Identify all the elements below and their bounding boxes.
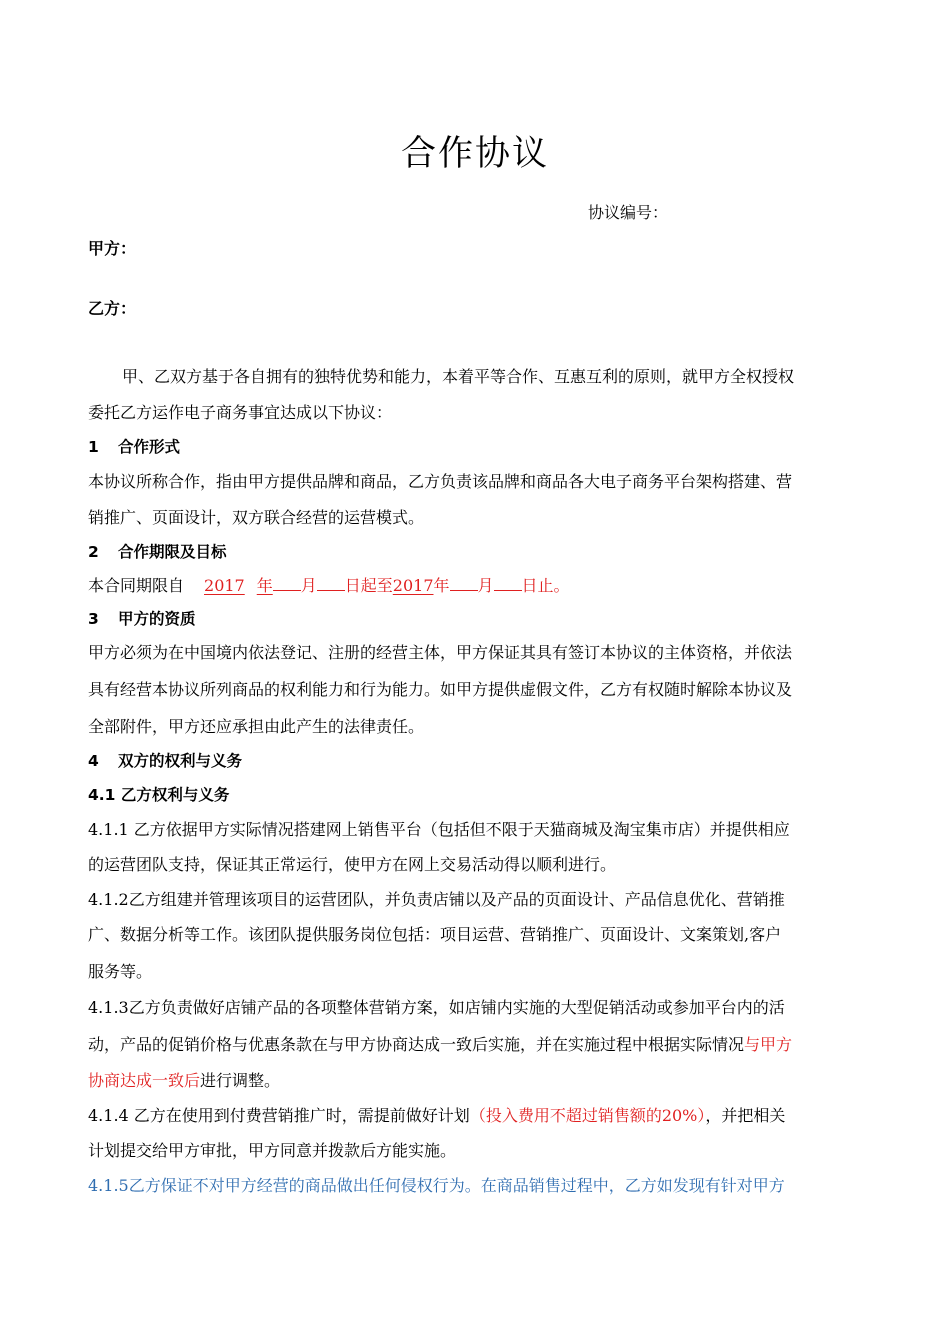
end-year-word: 年 bbox=[433, 576, 450, 595]
clause-4-1-2-line-1: 4.1.2乙方组建并管理该项目的运营团队，并负责店铺以及产品的页面设计、产品信息优化、营销推 bbox=[88, 890, 785, 909]
clause-4-1-3-line-1: 4.1.3乙方负责做好店铺产品的各项整体营销方案，如店铺内实施的大型促销活动或参加平台内的活 bbox=[88, 998, 785, 1017]
party-b-label: 乙方： bbox=[88, 299, 137, 318]
section-3-line-3: 全部附件，甲方还应承担由此产生的法律责任。 bbox=[88, 717, 425, 736]
term-end: 日止。 bbox=[521, 576, 570, 595]
section-4-heading bbox=[88, 749, 242, 771]
clause-4-1-2-line-2: 广、数据分析等工作。该团队提供服务岗位包括：项目运营、营销推广、页面设计、文案策划,客户 bbox=[88, 925, 782, 944]
clause-text: ，并把相关 bbox=[705, 1106, 786, 1125]
clause-text: 4.1.4 乙方在使用到付费营销推广时，需提前做好计划 bbox=[88, 1106, 470, 1125]
start-month-word: 月 bbox=[300, 576, 317, 595]
section-1-heading bbox=[88, 435, 180, 457]
clause-4-1-1-line-2: 的运营团队支持，保证其正常运行，使甲方在网上交易活动得以顺利进行。 bbox=[88, 855, 617, 874]
highlighted-text: 与甲方 bbox=[744, 1035, 793, 1054]
end-month-word: 月 bbox=[477, 576, 494, 595]
clause-text: 动，产品的促销价格与优惠条款在与甲方协商达成一致后实施，并在实施过程中根据实际情况 bbox=[88, 1035, 745, 1054]
section-title: 甲方的资质 bbox=[118, 610, 196, 628]
section-number: 1 bbox=[88, 438, 99, 456]
section-3-line-2: 具有经营本协议所列商品的权利能力和行为能力。如甲方提供虚假文件，乙方有权随时解除本协议及 bbox=[88, 680, 793, 699]
section-number: 4 bbox=[88, 752, 99, 770]
clause-4-1-3-line-3 bbox=[88, 1068, 280, 1091]
start-year-word: 年 bbox=[256, 576, 273, 595]
clause-4-1-3-line-2 bbox=[88, 1032, 792, 1055]
clause-4-1-2-line-3: 服务等。 bbox=[88, 962, 153, 981]
page-title: 合作协议 bbox=[400, 134, 549, 174]
end-month-blank[interactable] bbox=[450, 576, 478, 591]
section-2-heading bbox=[88, 540, 227, 562]
section-number: 3 bbox=[88, 610, 99, 628]
party-a-label: 甲方： bbox=[88, 239, 137, 258]
clause-4-1-5-line-1: 4.1.5乙方保证不对甲方经营的商品做出任何侵权行为。在商品销售过程中，乙方如发现有针对甲方 bbox=[88, 1176, 785, 1195]
end-year: 2017 bbox=[392, 576, 434, 595]
highlighted-text: 协商达成一致后 bbox=[88, 1071, 201, 1090]
section-1-line-2: 销推广、页面设计，双方联合经营的运营模式。 bbox=[88, 508, 425, 527]
start-month-blank[interactable] bbox=[273, 576, 301, 591]
section-title: 合作期限及目标 bbox=[118, 543, 227, 561]
start-year: 2017 bbox=[204, 576, 245, 595]
subsection-4-1-heading: 4.1 乙方权利与义务 bbox=[88, 786, 230, 804]
section-3-line-1: 甲方必须为在中国境内依法登记、注册的经营主体，甲方保证其具有签订本协议的主体资格，并依法 bbox=[88, 643, 793, 662]
clause-text: 进行调整。 bbox=[200, 1071, 281, 1090]
section-3-heading bbox=[88, 607, 196, 629]
clause-4-1-4-line-2: 计划提交给甲方审批，甲方同意并拨款后方能实施。 bbox=[88, 1141, 457, 1160]
highlighted-text: （投入费用不超过销售额的20%） bbox=[469, 1106, 706, 1125]
section-1-line-1: 本协议所称合作，指由甲方提供品牌和商品，乙方负责该品牌和商品各大电子商务平台架构搭建、营 bbox=[88, 472, 793, 491]
section-title: 双方的权利与义务 bbox=[118, 752, 243, 770]
agreement-number-label: 协议编号： bbox=[588, 203, 669, 222]
section-number: 2 bbox=[88, 543, 99, 561]
start-day-blank[interactable] bbox=[317, 576, 345, 591]
intro-line-2: 委托乙方运作电子商务事宜达成以下协议： bbox=[88, 403, 393, 422]
end-day-blank[interactable] bbox=[494, 576, 522, 591]
clause-4-1-4-line-1 bbox=[88, 1103, 785, 1126]
term-mid: 日起至 bbox=[344, 576, 393, 595]
section-title: 合作形式 bbox=[118, 438, 181, 456]
term-prefix: 本合同期限自 bbox=[88, 576, 185, 595]
contract-term-line bbox=[88, 573, 570, 596]
intro-line-1: 甲、乙双方基于各自拥有的独特优势和能力，本着平等合作、互惠互利的原则，就甲方全权授权 bbox=[122, 367, 795, 386]
clause-4-1-1-line-1: 4.1.1 乙方依据甲方实际情况搭建网上销售平台（包括但不限于天猫商城及淘宝集市店）并提供相应 bbox=[88, 820, 790, 839]
